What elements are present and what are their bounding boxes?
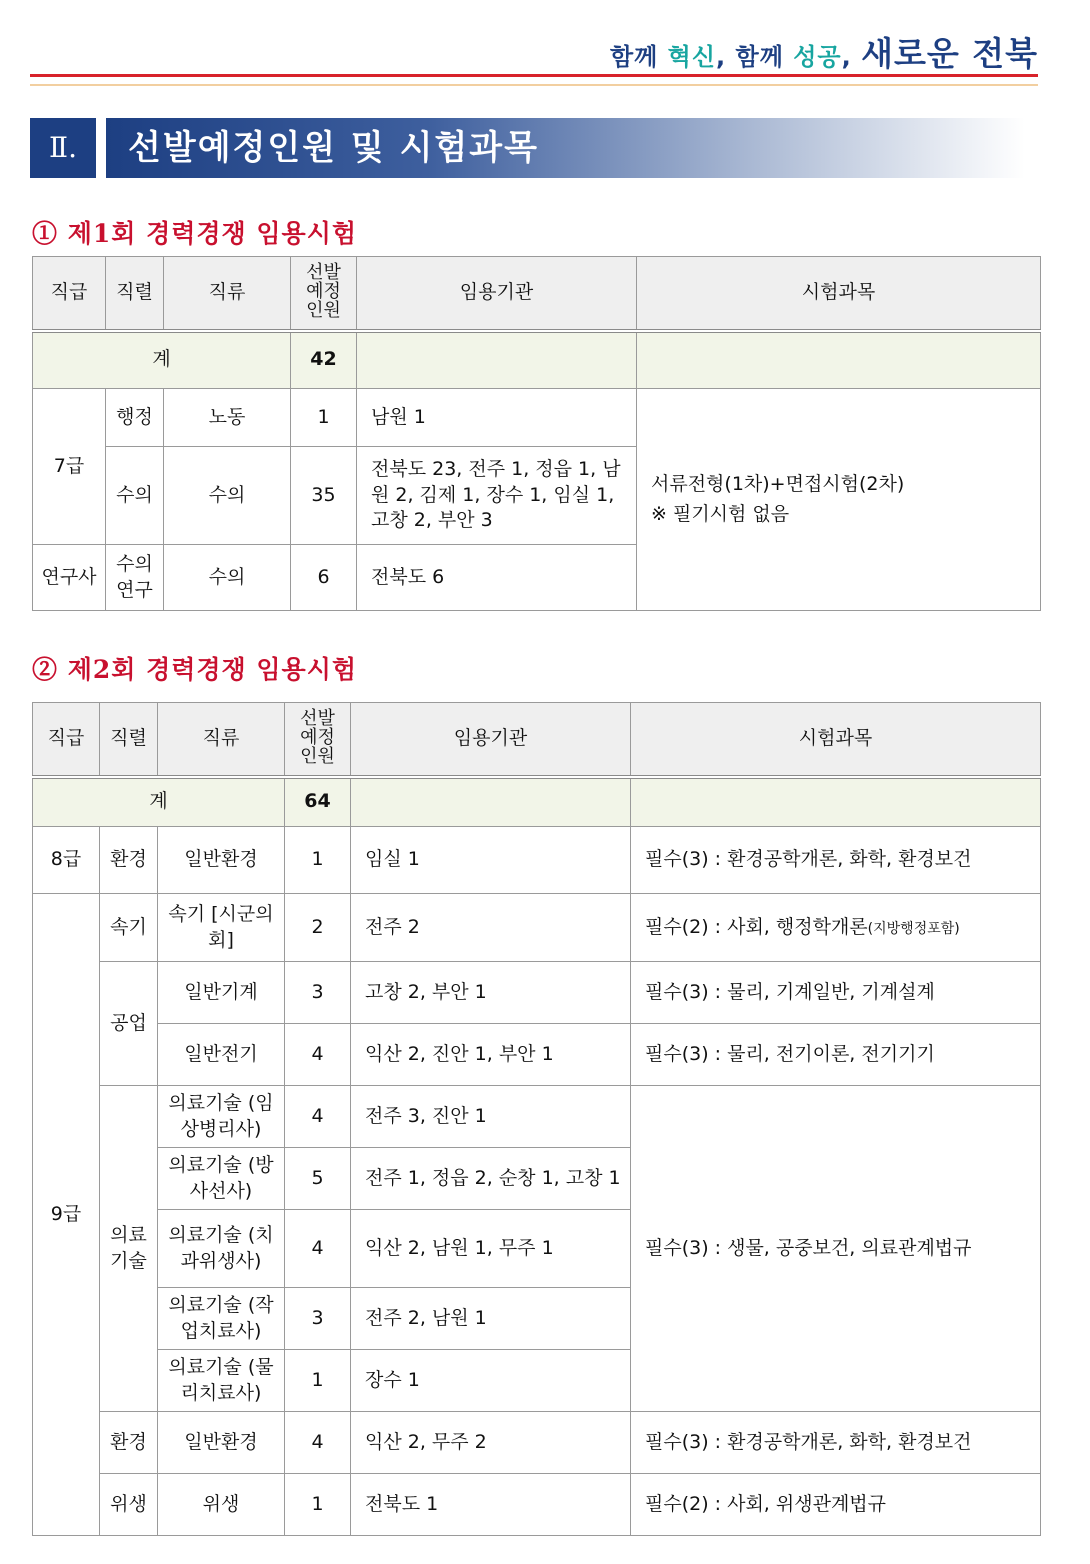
subjects-cell: [631, 894, 1041, 962]
agency-cell: 전주 1, 정읍 2, 순창 1, 고창 1: [351, 1148, 631, 1210]
section-title-bar: [30, 118, 1025, 178]
agency-cell: 전주 3, 진안 1: [351, 1086, 631, 1148]
series-cell: 행정: [106, 389, 164, 447]
subjects-note: (지방행정포함): [867, 920, 960, 937]
grade-cell: 9급: [33, 894, 100, 1536]
table-row: [33, 894, 1041, 962]
slogan-part: 성공: [793, 43, 842, 71]
section-number: Ⅱ.: [30, 118, 96, 178]
class-cell: 의료기술 (물리치료사): [158, 1350, 285, 1412]
class-cell: 일반환경: [158, 1412, 285, 1474]
agency-cell: 전주 2: [351, 894, 631, 962]
total-label: 계: [33, 777, 285, 827]
quota-cell: 1: [285, 1474, 351, 1536]
section-title: 선발예정인원 및 시험과목: [106, 118, 1025, 178]
header-divider-red: [30, 74, 1038, 77]
col-grade: 직급: [33, 703, 100, 777]
total-row: [33, 777, 1041, 827]
slogan-part: 함께: [609, 43, 668, 71]
subjects-cell: 필수(3) : 환경공학개론, 화학, 환경보건: [631, 827, 1041, 894]
exam1-table: [32, 256, 1041, 611]
table-header-row: [33, 703, 1041, 777]
table-row: [33, 1024, 1041, 1086]
table-header-row: [33, 257, 1041, 331]
quota-cell: 4: [285, 1412, 351, 1474]
agency-cell: 장수 1: [351, 1350, 631, 1412]
quota-cell: 4: [285, 1086, 351, 1148]
series-cell: 환경: [100, 1412, 158, 1474]
col-class: 직류: [158, 703, 285, 777]
subjects-cell: 필수(3) : 물리, 기계일반, 기계설계: [631, 962, 1041, 1024]
class-cell: 속기 [시군의회]: [158, 894, 285, 962]
total-row: [33, 331, 1041, 389]
agency-cell: 남원 1: [357, 389, 637, 447]
slogan-part: 혁신: [667, 43, 717, 71]
grade-cell: 연구사: [33, 545, 106, 611]
table-row: [33, 1474, 1041, 1536]
class-cell: 위생: [158, 1474, 285, 1536]
agency-cell: 고창 2, 부안 1: [351, 962, 631, 1024]
series-cell: 수의: [106, 447, 164, 545]
col-agency: 임용기관: [357, 257, 637, 331]
quota-cell: 6: [291, 545, 357, 611]
table-row: [33, 827, 1041, 894]
subjects-cell: 필수(2) : 사회, 위생관계법규: [631, 1474, 1041, 1536]
subjects-cell: [637, 389, 1041, 611]
col-series: 직렬: [100, 703, 158, 777]
class-cell: 일반기계: [158, 962, 285, 1024]
agency-cell: 익산 2, 진안 1, 부안 1: [351, 1024, 631, 1086]
col-class: 직류: [164, 257, 291, 331]
header-slogan: [610, 28, 1038, 75]
quota-cell: 4: [285, 1210, 351, 1288]
header-divider-gold: [30, 84, 1038, 86]
class-cell: 일반전기: [158, 1024, 285, 1086]
series-cell: 의료기술: [100, 1086, 158, 1412]
col-quota: 선발 예정 인원: [291, 257, 357, 331]
class-cell: 수의: [164, 545, 291, 611]
series-cell: 속기: [100, 894, 158, 962]
table-row: [33, 389, 1041, 447]
agency-cell: 전북도 1: [351, 1474, 631, 1536]
slogan-part: , 함께: [716, 43, 794, 71]
class-cell: 의료기술 (치과위생사): [158, 1210, 285, 1288]
class-cell: 수의: [164, 447, 291, 545]
agency-cell: 임실 1: [351, 827, 631, 894]
quota-cell: 5: [285, 1148, 351, 1210]
class-cell: 노동: [164, 389, 291, 447]
class-cell: 일반환경: [158, 827, 285, 894]
exam2-heading: ② 제2회 경력경쟁 임용시험: [32, 655, 358, 684]
subjects-line: 서류전형(1차)+면접시험(2차): [651, 472, 905, 495]
quota-cell: 1: [285, 827, 351, 894]
table-row: [33, 1086, 1041, 1148]
exam2-table: [32, 702, 1041, 1536]
col-subjects: 시험과목: [637, 257, 1041, 331]
quota-cell: 3: [285, 962, 351, 1024]
subjects-text: 필수(2) : 사회, 행정학개론: [645, 915, 868, 938]
table-row: [33, 1412, 1041, 1474]
agency-cell: 익산 2, 무주 2: [351, 1412, 631, 1474]
col-series: 직렬: [106, 257, 164, 331]
col-subjects: 시험과목: [631, 703, 1041, 777]
subjects-cell: 필수(3) : 환경공학개론, 화학, 환경보건: [631, 1412, 1041, 1474]
agency-cell: 전주 2, 남원 1: [351, 1288, 631, 1350]
col-agency: 임용기관: [351, 703, 631, 777]
series-cell: 공업: [100, 962, 158, 1086]
series-cell: 환경: [100, 827, 158, 894]
grade-cell: 8급: [33, 827, 100, 894]
col-quota: 선발 예정 인원: [285, 703, 351, 777]
quota-cell: 3: [285, 1288, 351, 1350]
slogan-logo-text: 새로운 전북: [861, 34, 1038, 73]
subjects-note: ※ 필기시험 없음: [651, 502, 790, 525]
subjects-cell: 필수(3) : 물리, 전기이론, 전기기기: [631, 1024, 1041, 1086]
table-row: [33, 962, 1041, 1024]
quota-cell: 4: [285, 1024, 351, 1086]
agency-cell: 전북도 23, 전주 1, 정읍 1, 남원 2, 김제 1, 장수 1, 임실 1, 고창 2, 부안 3: [357, 447, 637, 545]
series-cell: 수의연구: [106, 545, 164, 611]
quota-cell: 35: [291, 447, 357, 545]
class-cell: 의료기술 (임상병리사): [158, 1086, 285, 1148]
agency-cell: 익산 2, 남원 1, 무주 1: [351, 1210, 631, 1288]
quota-cell: 2: [285, 894, 351, 962]
total-label: 계: [33, 331, 291, 389]
class-cell: 의료기술 (작업치료사): [158, 1288, 285, 1350]
grade-cell: 7급: [33, 389, 106, 545]
total-value: 64: [285, 777, 351, 827]
series-cell: 위생: [100, 1474, 158, 1536]
slogan-part: ,: [841, 43, 862, 71]
quota-cell: 1: [285, 1350, 351, 1412]
quota-cell: 1: [291, 389, 357, 447]
subjects-cell: 필수(3) : 생물, 공중보건, 의료관계법규: [631, 1086, 1041, 1412]
col-grade: 직급: [33, 257, 106, 331]
agency-cell: 전북도 6: [357, 545, 637, 611]
class-cell: 의료기술 (방사선사): [158, 1148, 285, 1210]
total-value: 42: [291, 331, 357, 389]
exam1-heading: ① 제1회 경력경쟁 임용시험: [32, 219, 358, 248]
